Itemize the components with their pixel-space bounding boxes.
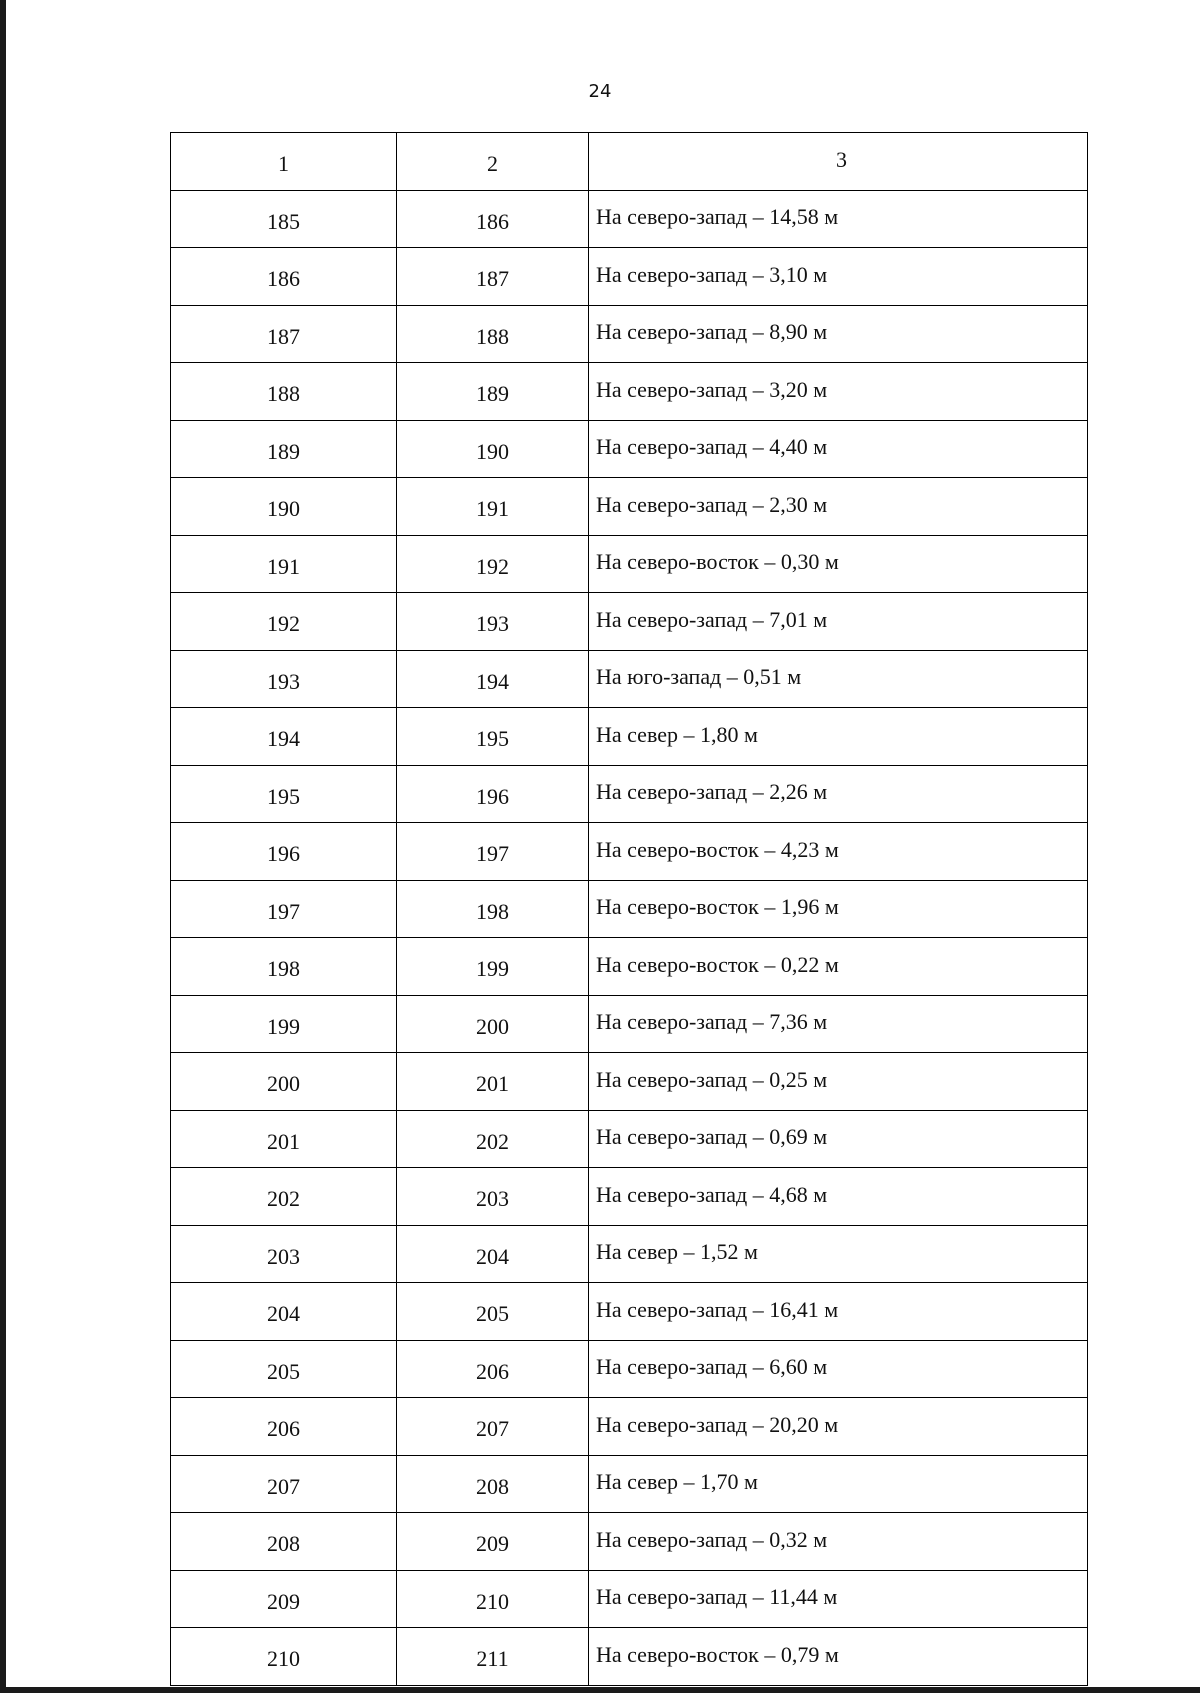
from-point-cell: 199	[171, 995, 397, 1053]
from-point-cell: 200	[171, 1053, 397, 1111]
to-point-cell: 196	[397, 765, 589, 823]
from-point-cell: 206	[171, 1398, 397, 1456]
header-cell-col-3: 3	[589, 133, 1088, 191]
table-row	[171, 420, 1088, 478]
table-row	[171, 1398, 1088, 1456]
direction-distance-cell: На северо-запад – 0,32 м	[589, 1513, 1088, 1571]
from-point-cell: 207	[171, 1455, 397, 1513]
from-point-cell: 204	[171, 1283, 397, 1341]
header-cell-col-2: 2	[397, 133, 589, 191]
direction-distance-cell: На северо-запад – 6,60 м	[589, 1340, 1088, 1398]
direction-distance-cell: На северо-запад – 7,01 м	[589, 593, 1088, 651]
table-row	[171, 305, 1088, 363]
table-row	[171, 248, 1088, 306]
from-point-cell: 187	[171, 305, 397, 363]
table-row	[171, 823, 1088, 881]
from-point-cell: 188	[171, 363, 397, 421]
to-point-cell: 201	[397, 1053, 589, 1111]
direction-distance-cell: На северо-восток – 0,30 м	[589, 535, 1088, 593]
to-point-cell: 194	[397, 650, 589, 708]
to-point-cell: 188	[397, 305, 589, 363]
from-point-cell: 185	[171, 190, 397, 248]
direction-distance-cell: На северо-восток – 4,23 м	[589, 823, 1088, 881]
header-cell-col-1: 1	[171, 133, 397, 191]
direction-distance-cell: На север – 1,80 м	[589, 708, 1088, 766]
from-point-cell: 196	[171, 823, 397, 881]
to-point-cell: 197	[397, 823, 589, 881]
direction-distance-cell: На северо-запад – 20,20 м	[589, 1398, 1088, 1456]
page-number: 24	[588, 81, 612, 102]
from-point-cell: 195	[171, 765, 397, 823]
scan-border-bottom	[0, 1687, 1200, 1693]
direction-distance-cell: На северо-запад – 0,25 м	[589, 1053, 1088, 1111]
table-row	[171, 938, 1088, 996]
from-point-cell: 189	[171, 420, 397, 478]
from-point-cell: 198	[171, 938, 397, 996]
table-row	[171, 1053, 1088, 1111]
from-point-cell: 186	[171, 248, 397, 306]
direction-distance-cell: На северо-запад – 16,41 м	[589, 1283, 1088, 1341]
table-header-row	[171, 133, 1088, 191]
to-point-cell: 193	[397, 593, 589, 651]
table-row	[171, 1455, 1088, 1513]
direction-distance-cell: На северо-восток – 0,22 м	[589, 938, 1088, 996]
to-point-cell: 210	[397, 1570, 589, 1628]
to-point-cell: 192	[397, 535, 589, 593]
table-row	[171, 1225, 1088, 1283]
direction-distance-cell: На северо-запад – 2,26 м	[589, 765, 1088, 823]
to-point-cell: 191	[397, 478, 589, 536]
to-point-cell: 198	[397, 880, 589, 938]
from-point-cell: 203	[171, 1225, 397, 1283]
direction-distance-cell: На северо-восток – 0,79 м	[589, 1628, 1088, 1686]
table-row	[171, 995, 1088, 1053]
table-body	[171, 133, 1088, 1686]
to-point-cell: 207	[397, 1398, 589, 1456]
to-point-cell: 186	[397, 190, 589, 248]
to-point-cell: 204	[397, 1225, 589, 1283]
table-row	[171, 190, 1088, 248]
direction-distance-cell: На северо-восток – 1,96 м	[589, 880, 1088, 938]
table-row	[171, 708, 1088, 766]
from-point-cell: 210	[171, 1628, 397, 1686]
direction-distance-cell: На северо-запад – 4,40 м	[589, 420, 1088, 478]
to-point-cell: 209	[397, 1513, 589, 1571]
direction-distance-cell: На северо-запад – 4,68 м	[589, 1168, 1088, 1226]
from-point-cell: 194	[171, 708, 397, 766]
direction-distance-cell: На северо-запад – 2,30 м	[589, 478, 1088, 536]
direction-distance-cell: На северо-запад – 7,36 м	[589, 995, 1088, 1053]
direction-distance-cell: На северо-запад – 3,20 м	[589, 363, 1088, 421]
table-row	[171, 1283, 1088, 1341]
from-point-cell: 202	[171, 1168, 397, 1226]
from-point-cell: 205	[171, 1340, 397, 1398]
from-point-cell: 193	[171, 650, 397, 708]
to-point-cell: 199	[397, 938, 589, 996]
table-row	[171, 1513, 1088, 1571]
from-point-cell: 201	[171, 1110, 397, 1168]
direction-distance-cell: На север – 1,70 м	[589, 1455, 1088, 1513]
table-row	[171, 650, 1088, 708]
direction-distance-cell: На северо-запад – 11,44 м	[589, 1570, 1088, 1628]
table-row	[171, 765, 1088, 823]
table-row	[171, 880, 1088, 938]
table-row	[171, 1110, 1088, 1168]
to-point-cell: 205	[397, 1283, 589, 1341]
from-point-cell: 192	[171, 593, 397, 651]
from-point-cell: 209	[171, 1570, 397, 1628]
table-row	[171, 1340, 1088, 1398]
to-point-cell: 202	[397, 1110, 589, 1168]
direction-distance-cell: На северо-запад – 3,10 м	[589, 248, 1088, 306]
table-row	[171, 1168, 1088, 1226]
table-row	[171, 535, 1088, 593]
table-row	[171, 1570, 1088, 1628]
table-row	[171, 363, 1088, 421]
from-point-cell: 197	[171, 880, 397, 938]
direction-distance-cell: На северо-запад – 0,69 м	[589, 1110, 1088, 1168]
direction-distance-cell: На северо-запад – 14,58 м	[589, 190, 1088, 248]
to-point-cell: 211	[397, 1628, 589, 1686]
to-point-cell: 206	[397, 1340, 589, 1398]
table-row	[171, 1628, 1088, 1686]
to-point-cell: 195	[397, 708, 589, 766]
scan-border-left	[0, 0, 6, 1693]
to-point-cell: 190	[397, 420, 589, 478]
to-point-cell: 187	[397, 248, 589, 306]
from-point-cell: 190	[171, 478, 397, 536]
to-point-cell: 200	[397, 995, 589, 1053]
to-point-cell: 189	[397, 363, 589, 421]
to-point-cell: 203	[397, 1168, 589, 1226]
direction-distance-cell: На север – 1,52 м	[589, 1225, 1088, 1283]
direction-distance-cell: На юго-запад – 0,51 м	[589, 650, 1088, 708]
table-row	[171, 478, 1088, 536]
to-point-cell: 208	[397, 1455, 589, 1513]
table-row	[171, 593, 1088, 651]
boundary-table	[170, 132, 1088, 1686]
direction-distance-cell: На северо-запад – 8,90 м	[589, 305, 1088, 363]
from-point-cell: 191	[171, 535, 397, 593]
from-point-cell: 208	[171, 1513, 397, 1571]
